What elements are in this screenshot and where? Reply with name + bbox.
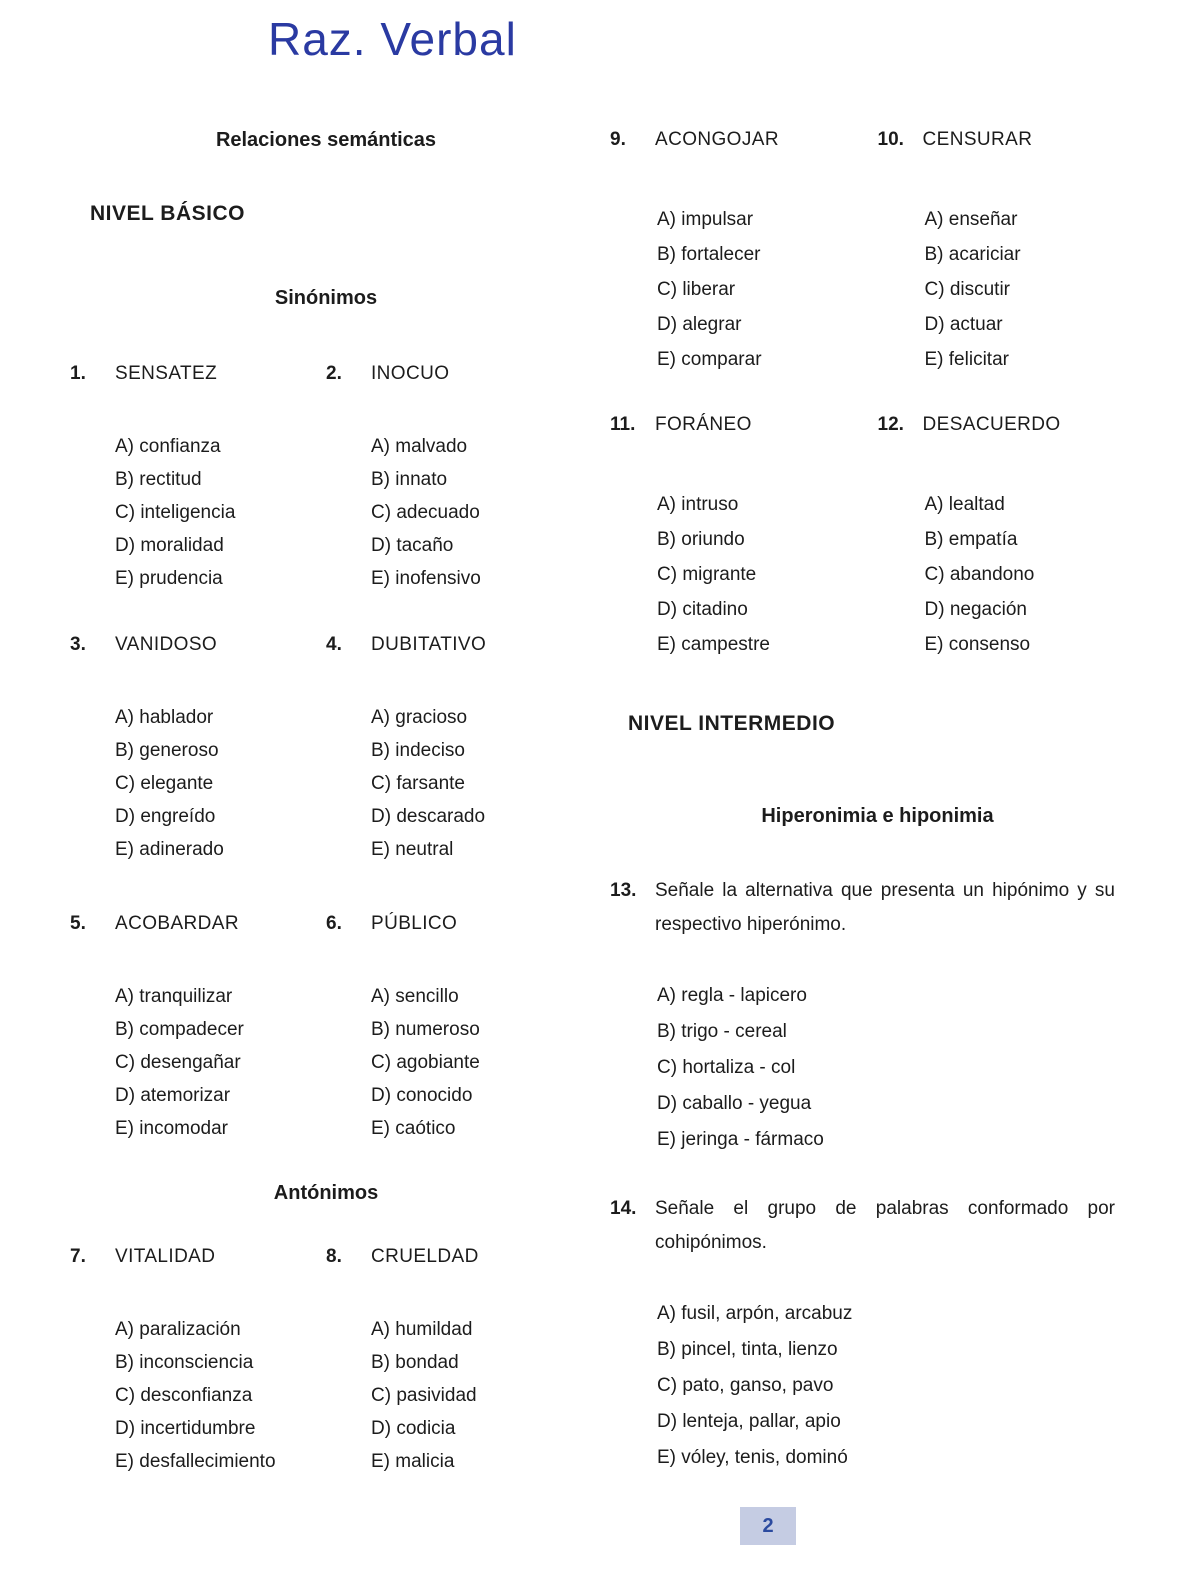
option: E) consenso xyxy=(924,634,1031,655)
question-number: 2. xyxy=(326,363,342,384)
option: A) regla - lapicero xyxy=(657,985,807,1006)
question-pair-9-10 xyxy=(610,128,1145,377)
option: B) indeciso xyxy=(371,740,465,761)
question-13 xyxy=(610,874,1145,1158)
question-number: 7. xyxy=(70,1246,86,1267)
option: A) humildad xyxy=(371,1319,473,1340)
option: B) oriundo xyxy=(657,529,745,550)
option: A) tranquilizar xyxy=(115,986,233,1007)
question-header xyxy=(70,633,326,657)
question-word: VITALIDAD xyxy=(115,1246,216,1267)
question-word: ACOBARDAR xyxy=(115,913,239,934)
option: A) malvado xyxy=(371,436,468,457)
option: B) innato xyxy=(371,469,448,490)
option: E) vóley, tenis, dominó xyxy=(657,1447,848,1468)
option: B) compadecer xyxy=(115,1019,244,1040)
question-header xyxy=(70,1245,326,1269)
option: B) empatía xyxy=(924,529,1018,550)
option: C) desengañar xyxy=(115,1052,241,1073)
question-header xyxy=(70,362,326,386)
option: C) adecuado xyxy=(371,502,480,523)
question-8 xyxy=(326,1245,582,1478)
option: E) jeringa - fármaco xyxy=(657,1129,824,1150)
question-header xyxy=(326,912,582,936)
antonyms-heading: Antónimos xyxy=(273,1182,379,1204)
option: D) engreído xyxy=(115,806,216,827)
question-word: DESACUERDO xyxy=(922,414,1061,435)
question-1 xyxy=(70,362,326,595)
option: B) rectitud xyxy=(115,469,202,490)
question-header xyxy=(70,912,326,936)
question-header xyxy=(610,1192,1145,1260)
question-9 xyxy=(610,128,878,377)
question-word: ACONGOJAR xyxy=(655,129,779,150)
question-header xyxy=(878,128,1146,152)
question-number: 13. xyxy=(610,880,637,901)
option: C) hortaliza - col xyxy=(657,1057,796,1078)
question-word: FORÁNEO xyxy=(655,414,752,435)
option: D) negación xyxy=(924,599,1027,620)
question-header xyxy=(326,633,582,657)
option: D) caballo - yegua xyxy=(657,1093,812,1114)
question-11 xyxy=(610,413,878,662)
page-title: Raz. Verbal xyxy=(268,13,517,65)
option: A) fusil, arpón, arcabuz xyxy=(657,1303,853,1324)
option: D) descarado xyxy=(371,806,486,827)
question-2 xyxy=(326,362,582,595)
options-list xyxy=(610,202,878,377)
option: D) citadino xyxy=(657,599,748,620)
question-10 xyxy=(878,128,1146,377)
option: A) sencillo xyxy=(371,986,459,1007)
question-pair-3-4 xyxy=(70,633,582,866)
question-number: 5. xyxy=(70,913,86,934)
question-word: INOCUO xyxy=(371,363,450,384)
option: C) pato, ganso, pavo xyxy=(657,1375,834,1396)
option: B) bondad xyxy=(371,1352,459,1373)
hyperonymy-heading: Hiperonimia e hiponimia xyxy=(761,805,994,827)
question-number: 11. xyxy=(610,414,636,435)
option: C) desconfianza xyxy=(115,1385,253,1406)
question-header xyxy=(610,874,1145,942)
question-pair-7-8 xyxy=(70,1245,582,1478)
question-4 xyxy=(326,633,582,866)
question-number: 8. xyxy=(326,1246,342,1267)
question-pair-5-6 xyxy=(70,912,582,1145)
level-basic-heading: NIVEL BÁSICO xyxy=(90,202,245,225)
question-header xyxy=(326,362,582,386)
question-word: CENSURAR xyxy=(922,129,1033,150)
question-5 xyxy=(70,912,326,1145)
question-word: SENSATEZ xyxy=(115,363,218,384)
options-list xyxy=(70,980,326,1145)
question-number: 6. xyxy=(326,913,342,934)
option: D) actuar xyxy=(924,314,1003,335)
option: A) impulsar xyxy=(657,209,754,230)
options-list xyxy=(878,487,1146,662)
options-list xyxy=(70,1313,326,1478)
options-list xyxy=(610,487,878,662)
option: D) atemorizar xyxy=(115,1085,231,1106)
option: B) fortalecer xyxy=(657,244,761,265)
options-list xyxy=(326,701,582,866)
option: D) lenteja, pallar, apio xyxy=(657,1411,841,1432)
option: C) inteligencia xyxy=(115,502,236,523)
option: A) intruso xyxy=(657,494,739,515)
option: E) desfallecimiento xyxy=(115,1451,276,1472)
option: C) farsante xyxy=(371,773,465,794)
question-number: 10. xyxy=(877,129,904,150)
question-number: 12. xyxy=(877,414,904,435)
option: C) migrante xyxy=(657,564,757,585)
option: D) alegrar xyxy=(657,314,742,335)
question-word: VANIDOSO xyxy=(115,634,218,655)
level-intermediate-heading: NIVEL INTERMEDIO xyxy=(628,712,836,735)
page-number-badge: 2 xyxy=(740,1507,796,1545)
option: A) hablador xyxy=(115,707,214,728)
question-pair-1-2 xyxy=(70,362,582,595)
option: A) enseñar xyxy=(924,209,1018,230)
option: E) neutral xyxy=(371,839,454,860)
question-header xyxy=(326,1245,582,1269)
option: B) trigo - cereal xyxy=(657,1021,787,1042)
options-list xyxy=(326,430,582,595)
option: B) inconsciencia xyxy=(115,1352,254,1373)
question-number: 1. xyxy=(70,363,86,384)
option: C) elegante xyxy=(115,773,214,794)
right-column xyxy=(610,0,1145,1476)
options-list xyxy=(70,430,326,595)
options-list xyxy=(610,1296,1145,1476)
option: C) abandono xyxy=(924,564,1035,585)
option: B) generoso xyxy=(115,740,219,761)
options-list xyxy=(326,980,582,1145)
option: B) numeroso xyxy=(371,1019,480,1040)
option: C) discutir xyxy=(924,279,1011,300)
option: D) moralidad xyxy=(115,535,224,556)
question-12 xyxy=(878,413,1146,662)
option: E) malicia xyxy=(371,1451,455,1472)
option: E) prudencia xyxy=(115,568,223,589)
option: B) pincel, tinta, lienzo xyxy=(657,1339,838,1360)
question-number: 4. xyxy=(326,634,342,655)
question-header xyxy=(878,413,1146,437)
option: E) adinerado xyxy=(115,839,224,860)
question-14 xyxy=(610,1192,1145,1476)
option: E) comparar xyxy=(657,349,762,370)
question-pair-11-12 xyxy=(610,413,1145,662)
option: E) inofensivo xyxy=(371,568,481,589)
option: C) agobiante xyxy=(371,1052,480,1073)
option: A) gracioso xyxy=(371,707,468,728)
option: D) incertidumbre xyxy=(115,1418,256,1439)
question-number: 14. xyxy=(610,1198,637,1219)
option: C) liberar xyxy=(657,279,736,300)
options-list xyxy=(326,1313,582,1478)
option: D) conocido xyxy=(371,1085,473,1106)
question-3 xyxy=(70,633,326,866)
question-prompt: Señale la alternativa que presenta un hipónimo y su respectivo hiperónimo. xyxy=(655,880,1115,935)
question-number: 3. xyxy=(70,634,86,655)
options-list xyxy=(878,202,1146,377)
question-header xyxy=(610,128,878,152)
question-word: PÚBLICO xyxy=(371,913,458,934)
question-6 xyxy=(326,912,582,1145)
option: E) caótico xyxy=(371,1118,456,1139)
options-list xyxy=(610,978,1145,1158)
left-column xyxy=(70,0,582,1478)
synonyms-heading: Sinónimos xyxy=(274,287,378,309)
question-word: CRUELDAD xyxy=(371,1246,479,1267)
option: E) felicitar xyxy=(924,349,1009,370)
question-header xyxy=(610,413,878,437)
option: A) confianza xyxy=(115,436,221,457)
question-number: 9. xyxy=(610,129,626,150)
section-title: Relaciones semánticas xyxy=(215,129,437,151)
option: D) codicia xyxy=(371,1418,456,1439)
option: C) pasividad xyxy=(371,1385,477,1406)
option: D) tacaño xyxy=(371,535,454,556)
option: B) acariciar xyxy=(924,244,1021,265)
option: E) campestre xyxy=(657,634,770,655)
option: E) incomodar xyxy=(115,1118,228,1139)
option: A) lealtad xyxy=(924,494,1005,515)
option: A) paralización xyxy=(115,1319,241,1340)
options-list xyxy=(70,701,326,866)
question-word: DUBITATIVO xyxy=(371,634,487,655)
question-prompt: Señale el grupo de palabras conformado por cohipónimos. xyxy=(655,1198,1115,1253)
question-7 xyxy=(70,1245,326,1478)
